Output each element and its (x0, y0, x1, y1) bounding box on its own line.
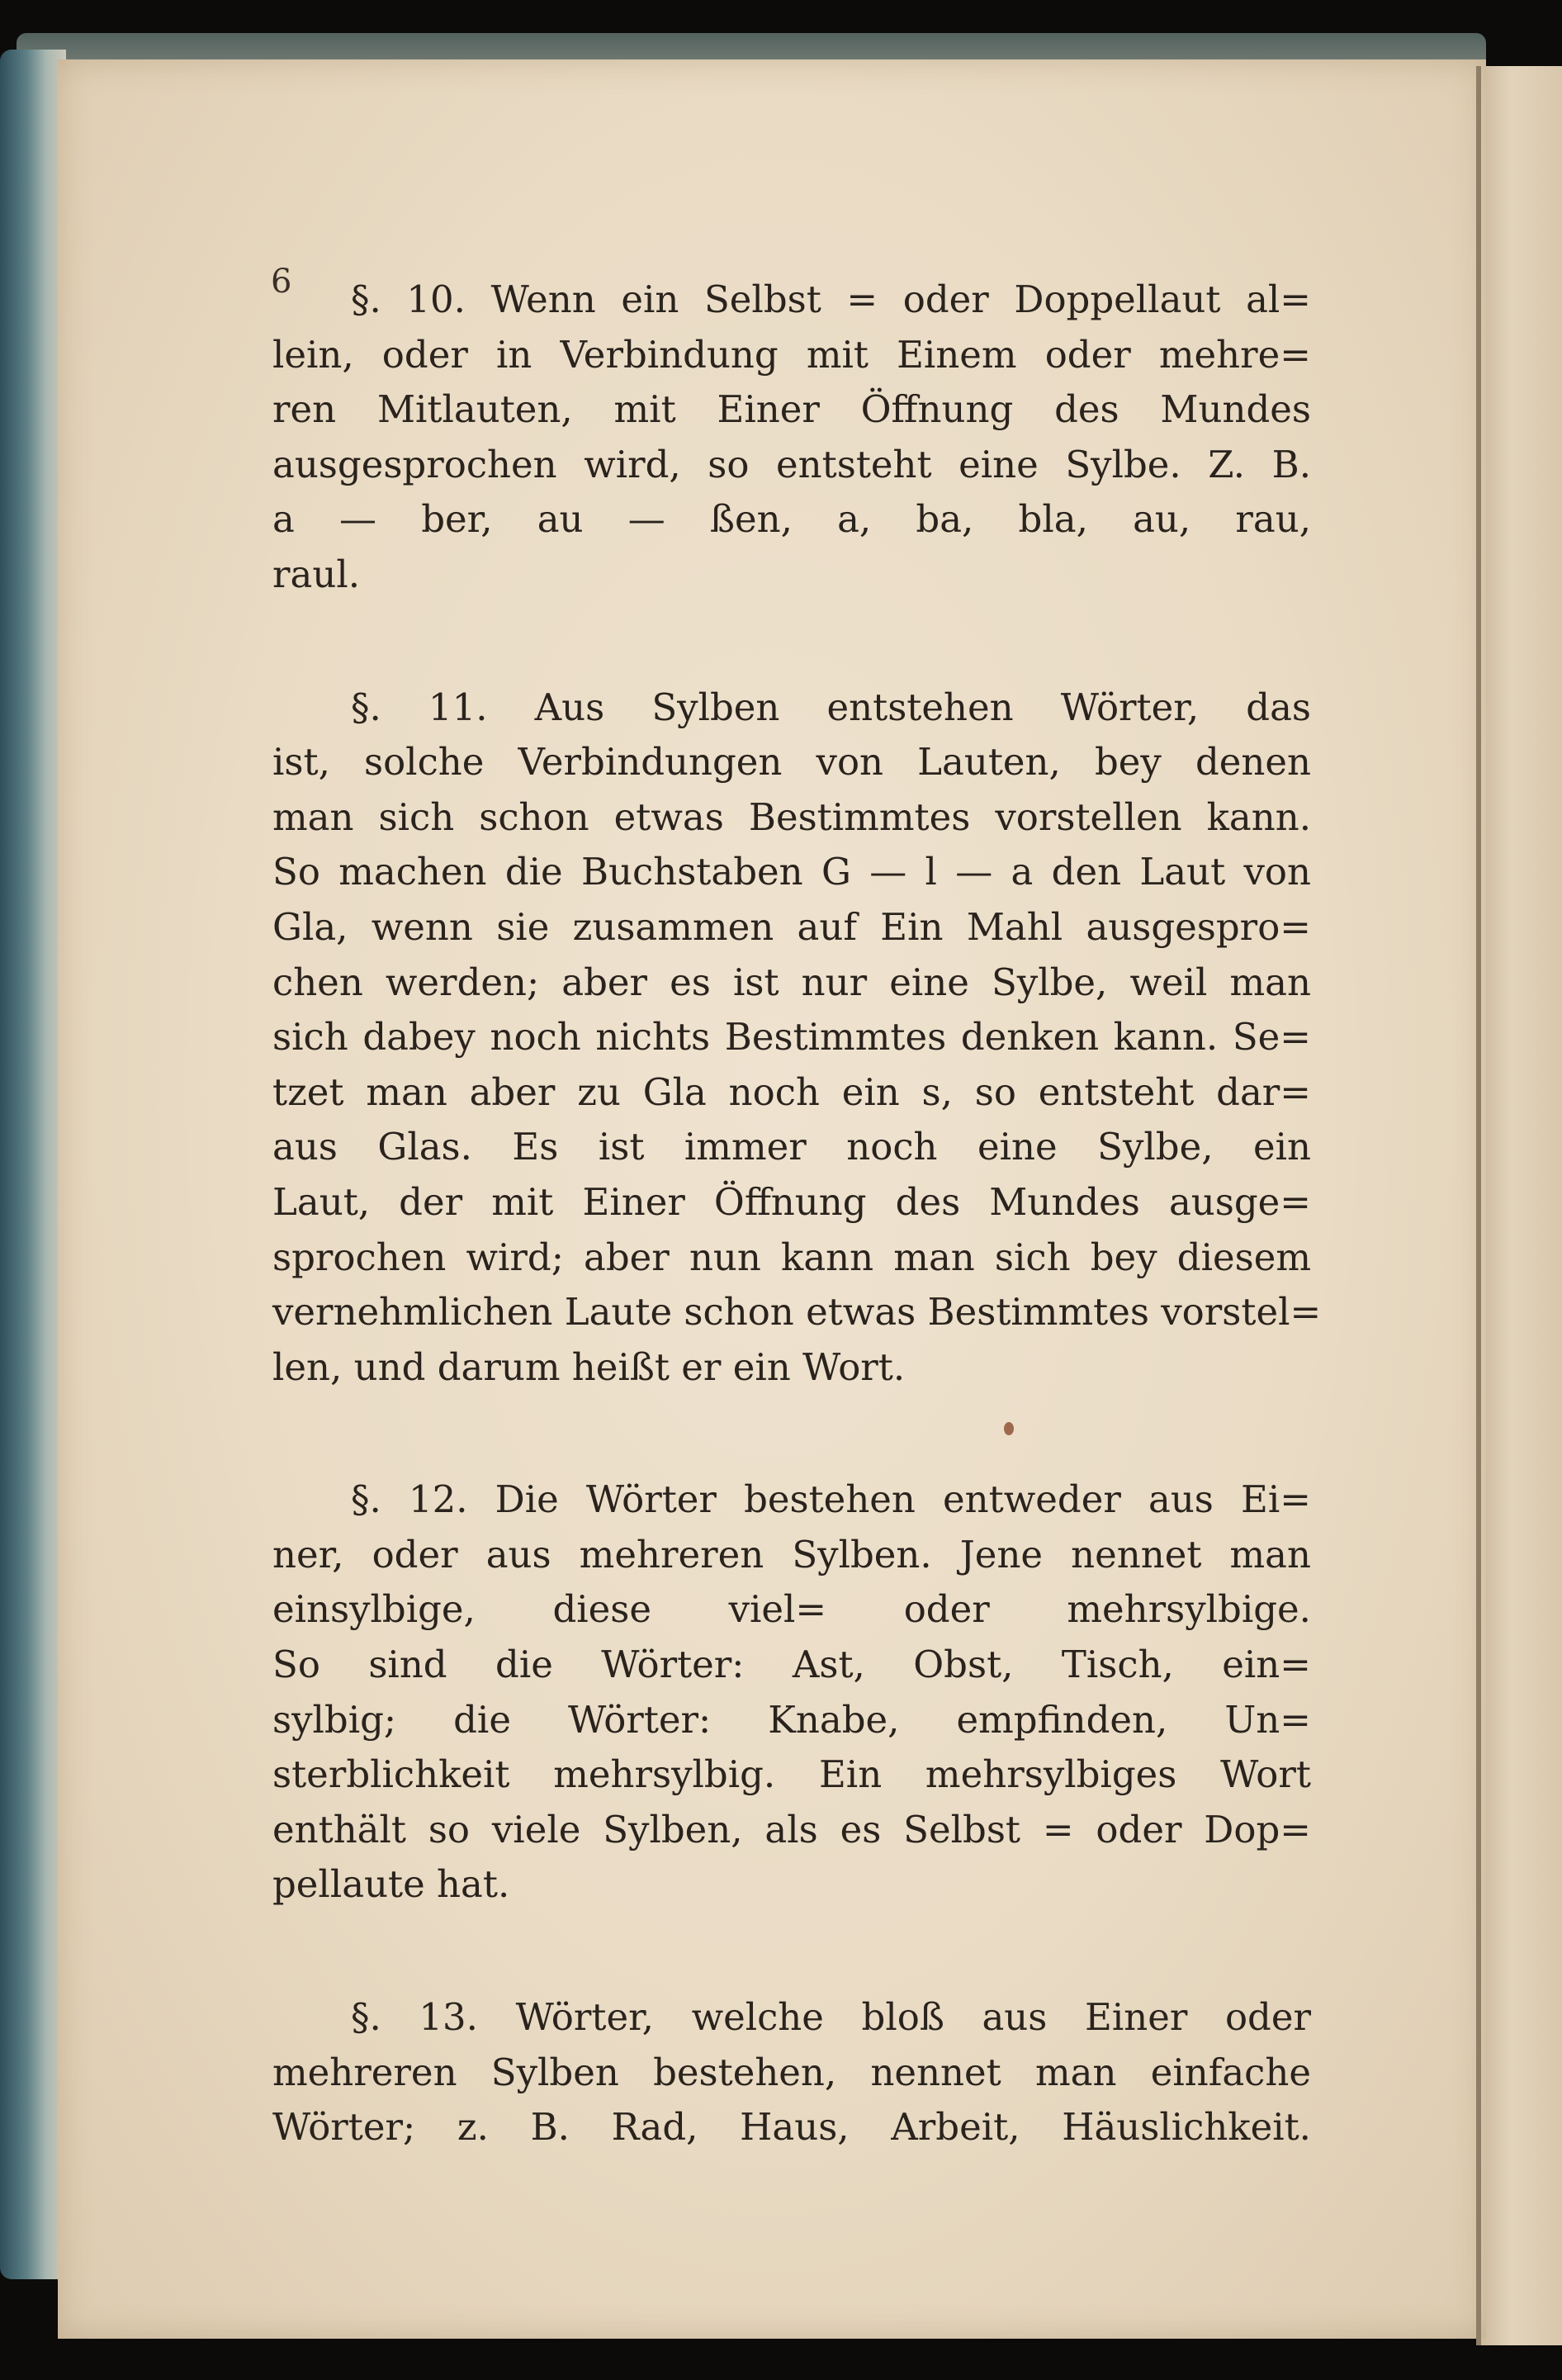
text-line: Laut, der mit Einer Öffnung des Mundes ausge= (272, 1179, 1311, 1224)
text-line: §. 12. Die Wörter bestehen entweder aus Ei= (351, 1477, 1311, 1522)
paragraph-10 (272, 273, 1311, 603)
page-fold (1476, 66, 1481, 2345)
paragraph-12 (272, 1472, 1311, 1913)
text-line: sprochen wird; aber nun kann man sich bey diesem (272, 1235, 1311, 1279)
ink-spot-ornament (1004, 1422, 1014, 1435)
text-line: raul. (272, 552, 361, 596)
book-cover-spine (0, 50, 66, 2279)
paragraph-13 (272, 1990, 1311, 2155)
text-line: pellaute hat. (272, 1862, 510, 1907)
text-line: vernehmlichen Laute schon etwas Bestimmtes vorstel= (272, 1290, 1322, 1335)
text-line: So sind die Wörter: Ast, Obst, Tisch, ein= (272, 1643, 1311, 1687)
text-line: ist, solche Verbindungen von Lauten, bey denen (272, 740, 1311, 785)
text-line: Wörter; z. B. Rad, Haus, Arbeit, Häuslichkeit. (272, 2105, 1311, 2150)
text-line: chen werden; aber es ist nur eine Sylbe, weil man (272, 960, 1311, 1004)
text-line: §. 13. Wörter, welche bloß aus Einer oder (351, 1995, 1311, 2040)
text-line: ner, oder aus mehreren Sylben. Jene nennet man (272, 1532, 1311, 1576)
text-line: einsylbige, diese viel= oder mehrsylbige. (272, 1587, 1311, 1632)
text-line: ren Mitlauten, mit Einer Öffnung des Mundes (272, 387, 1311, 432)
text-line: len, und darum heißt er ein Wort. (272, 1344, 906, 1389)
text-line: §. 10. Wenn ein Selbst = oder Doppellaut al= (351, 277, 1311, 321)
text-line: sylbig; die Wörter: Knabe, empfinden, Un= (272, 1697, 1311, 1742)
text-line: sich dabey noch nichts Bestimmtes denken kann. Se= (272, 1015, 1311, 1060)
text-line: ausgesprochen wird, so entsteht eine Sylbe. Z. B. (272, 442, 1311, 486)
text-line: lein, oder in Verbindung mit Einem oder mehre= (272, 332, 1311, 377)
paragraph-11 (272, 680, 1322, 1396)
text-line: tzet man aber zu Gla noch ein s, so entsteht dar= (272, 1069, 1311, 1114)
text-line: mehreren Sylben bestehen, nennet man einfache (272, 2050, 1311, 2094)
text-line: Gla, wenn sie zusammen auf Ein Mahl ausgespro= (272, 904, 1311, 949)
text-line: sterblichkeit mehrsylbig. Ein mehrsylbiges Wort (272, 1752, 1311, 1797)
text-line: enthält so viele Sylben, als es Selbst = oder Dop= (272, 1807, 1311, 1851)
text-line: man sich schon etwas Bestimmtes vorstellen kann. (272, 794, 1311, 839)
text-line: a — ber, au — ßen, a, ba, bla, au, rau, (272, 497, 1311, 542)
text-line: So machen die Buchstaben G — l — a den Laut von (272, 850, 1311, 894)
page-number: 6 (271, 263, 292, 301)
next-page-edge (1478, 66, 1562, 2345)
text-line: aus Glas. Es ist immer noch eine Sylbe, ein (272, 1125, 1311, 1169)
page-text (272, 273, 1322, 2233)
text-line: §. 11. Aus Sylben entstehen Wörter, das (351, 685, 1311, 729)
